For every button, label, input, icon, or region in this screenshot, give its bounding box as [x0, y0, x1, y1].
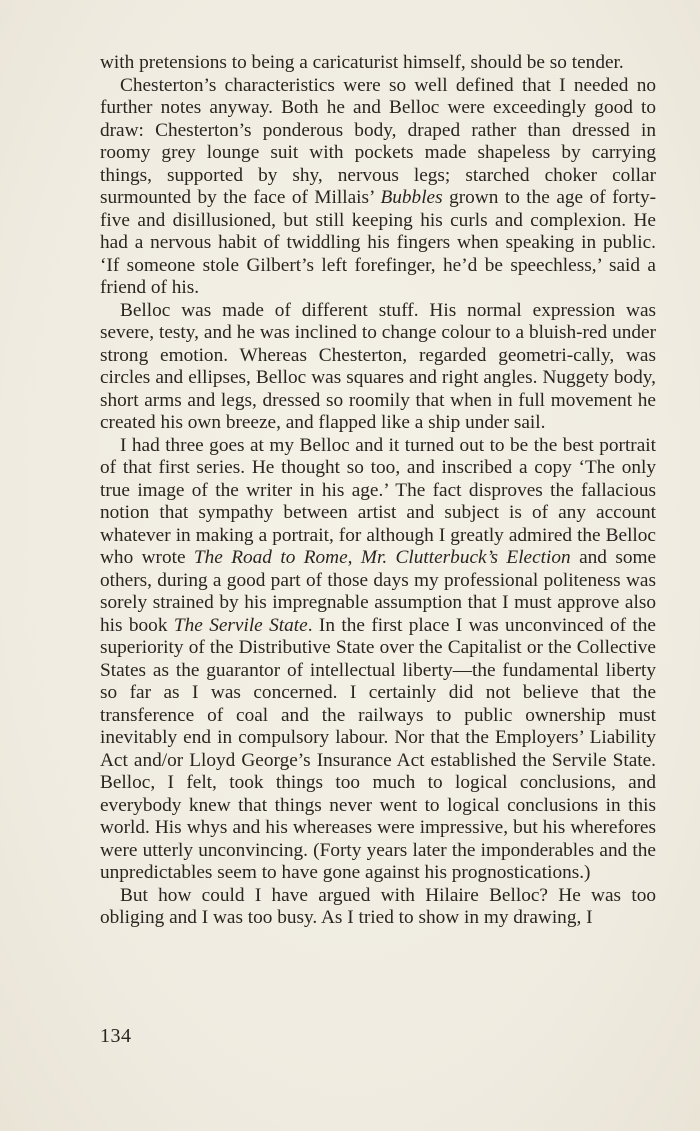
text-run: with pretensions to being a caricaturist himself, should be so tender.: [100, 52, 624, 73]
text-run: grown to the age of forty-five and disillusioned, but still keeping his curls and complexion. He had a nervous habit of twiddling his fingers when speaking in public. ‘If someone stole Gilbert’s left forefinger, he’d be speechless,’ said a friend of his.: [100, 187, 656, 298]
text-run: and some others, during a good part of those days my professional politeness was sorely strained by his impregnable assumption that I must approve also his book: [100, 547, 657, 636]
italic-title: Mr. Clutterbuck’s Election: [360, 547, 571, 568]
paragraph: [100, 435, 656, 885]
paragraph: [100, 885, 656, 930]
text-run: ,: [347, 547, 361, 568]
italic-title: The Road to Rome: [193, 547, 348, 568]
text-run: But how could I have argued with Hilaire Belloc? He was too obliging and I was too busy. As I tried to show in my drawing, I: [100, 884, 656, 928]
italic-title: The Servile State: [173, 614, 308, 636]
text-run: . In the first place I was unconvinced of the superiority of the Distributive State over the Capitalist or the Collective States as the guarantor of intellectual liberty—the fundamental liberty so far as I was concerned. I certainly did not believe that the transference of coal and the railways to public ownership must inevitably end in compulsory labour. Nor that the Employers’ Liability Act and/or Lloyd George’s Insurance Act established the Servile State. Belloc, I felt, took things too much to logical conclusions, and everybody knew that things never went to logical conclusions in this world. His whys and his whereases were impressive, but his wherefores were utterly unconvincing. (Forty years later the imponderables and the unpredictables seem to have gone against his prognostications.): [100, 614, 656, 883]
text-run: Chesterton’s characteristics were so well defined that I needed no further notes anyway. Both he and Belloc were exceedingly good to draw: Chesterton’s ponderous body, draped rather than dressed in roomy grey lounge suit with pockets made shapeless by carrying things, supported by shy, nervous legs; starched choker collar surmounted by the face of Millais’: [100, 74, 656, 208]
paragraph: [100, 300, 656, 435]
text-run: Belloc was made of different stuff. His normal expression was severe, testy, and he was inclined to change colour to a bluish-red under strong emotion. Whereas Chesterton, regarded geometri-cally, was circles and ellipses, Belloc was squares and right angles. Nuggety body, short arms and legs, dressed so roomily that when in full movement he created his own breeze, and flapped like a ship under sail.: [100, 299, 656, 433]
paragraph: [100, 75, 656, 300]
italic-title: Bubbles: [380, 187, 443, 208]
paragraph: [100, 52, 656, 75]
body-text: [100, 52, 656, 930]
text-run: I had three goes at my Belloc and it turned out to be the best portrait of that first series. He thought so too, and inscribed a copy ‘The only true image of the writer in his age.’ The fact disproves the fallacious notion that sympathy between artist and subject is of any account whatever in making a portrait, for although I greatly admired the Belloc who wrote: [100, 434, 656, 568]
page-number: 134: [100, 1025, 132, 1047]
